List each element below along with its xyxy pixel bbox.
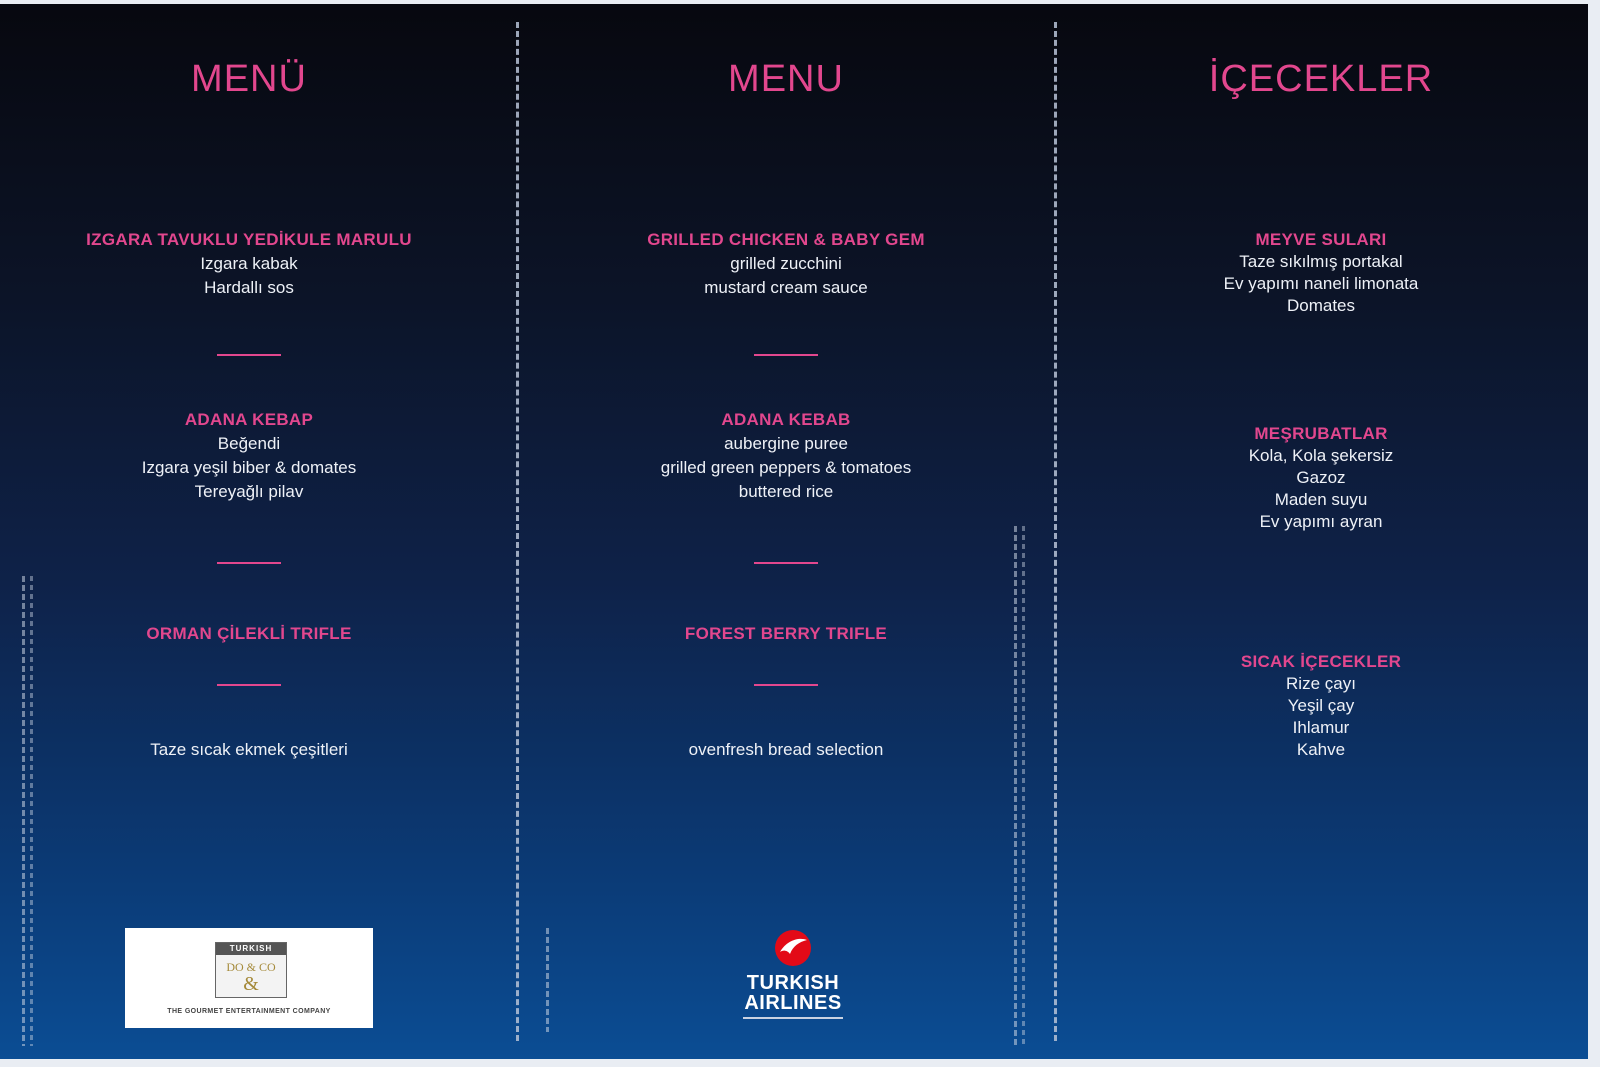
course-heading: FOREST BERRY TRIFLE: [684, 624, 888, 643]
airline-name-line1: TURKISH: [746, 972, 840, 994]
drinks-title: İÇECEKLER: [1208, 58, 1434, 100]
drink-item: Ihlamur: [1292, 718, 1350, 737]
drink-item: Ev yapımı ayran: [1259, 512, 1383, 531]
do-and-co-emblem: [215, 942, 287, 998]
airline-name-line2: AIRLINES: [744, 992, 842, 1014]
course-heading: ADANA KEBAP: [184, 410, 314, 429]
menu-card: [0, 4, 1588, 1059]
course-item: aubergine puree: [724, 434, 848, 453]
course-item: Beğendi: [217, 434, 281, 453]
english-menu-title: MENU: [728, 58, 844, 100]
airline-logo-underline: [743, 1017, 843, 1019]
turkish-menu-panel: [0, 4, 498, 1059]
drink-item: Rize çayı: [1286, 674, 1356, 693]
fine-print-strip: [546, 928, 549, 1032]
section-separator: [217, 562, 281, 564]
course-heading: ORMAN ÇİLEKLİ TRIFLE: [146, 624, 352, 643]
course-heading: GRILLED CHICKEN & BABY GEM: [647, 230, 925, 249]
english-menu-panel: [536, 4, 1036, 1059]
drink-item: Kahve: [1296, 740, 1346, 759]
course-item: grilled green peppers & tomatoes: [660, 458, 912, 477]
section-separator: [754, 684, 818, 686]
drink-item: Gazoz: [1296, 468, 1346, 487]
fine-print-strip: [1014, 526, 1017, 1046]
airline-emblem-icon: [771, 928, 815, 968]
course-item: mustard cream sauce: [704, 278, 868, 297]
drink-item: Kola, Kola şekersiz: [1248, 446, 1394, 465]
course-item: Hardallı sos: [204, 278, 294, 297]
drink-item: Taze sıkılmış portakal: [1239, 252, 1403, 271]
do-and-co-mark: DO & CO: [226, 960, 276, 974]
drink-item: Maden suyu: [1274, 490, 1368, 509]
section-separator: [754, 354, 818, 356]
ampersand-icon: &: [243, 973, 259, 995]
do-and-co-top-label: TURKISH: [216, 943, 286, 955]
drink-item: Yeşil çay: [1287, 696, 1355, 715]
section-separator: [217, 354, 281, 356]
course-item: buttered rice: [738, 482, 834, 501]
course-item: Izgara yeşil biber & domates: [141, 458, 357, 477]
fold-divider-left: [516, 22, 519, 1041]
turkish-menu-title: MENÜ: [191, 58, 307, 100]
do-and-co-logo: [125, 928, 373, 1028]
drink-group-heading: MEŞRUBATLAR: [1254, 424, 1388, 443]
fold-divider-right: [1054, 22, 1057, 1041]
section-separator: [217, 684, 281, 686]
bread-line: Taze sıcak ekmek çeşitleri: [150, 740, 348, 759]
drink-item: Domates: [1286, 296, 1356, 315]
drink-item: Ev yapımı naneli limonata: [1223, 274, 1419, 293]
drink-group-heading: MEYVE SULARI: [1255, 230, 1387, 249]
turkish-airlines-logo: [736, 928, 850, 1028]
bread-line: ovenfresh bread selection: [688, 740, 884, 759]
fine-print-strip: [1022, 526, 1025, 1046]
drinks-panel: [1074, 4, 1568, 1059]
course-item: Izgara kabak: [200, 254, 298, 273]
section-separator: [754, 562, 818, 564]
fine-print-strip: [22, 576, 25, 1046]
course-item: grilled zucchini: [730, 254, 842, 273]
course-heading: IZGARA TAVUKLU YEDİKULE MARULU: [86, 230, 412, 249]
do-and-co-tagline: THE GOURMET ENTERTAINMENT COMPANY: [167, 1008, 331, 1015]
drink-group-heading: SICAK İÇECEKLER: [1240, 652, 1402, 671]
course-item: Tereyağlı pilav: [194, 482, 304, 501]
course-heading: ADANA KEBAB: [721, 410, 851, 429]
fine-print-strip: [30, 576, 33, 1046]
